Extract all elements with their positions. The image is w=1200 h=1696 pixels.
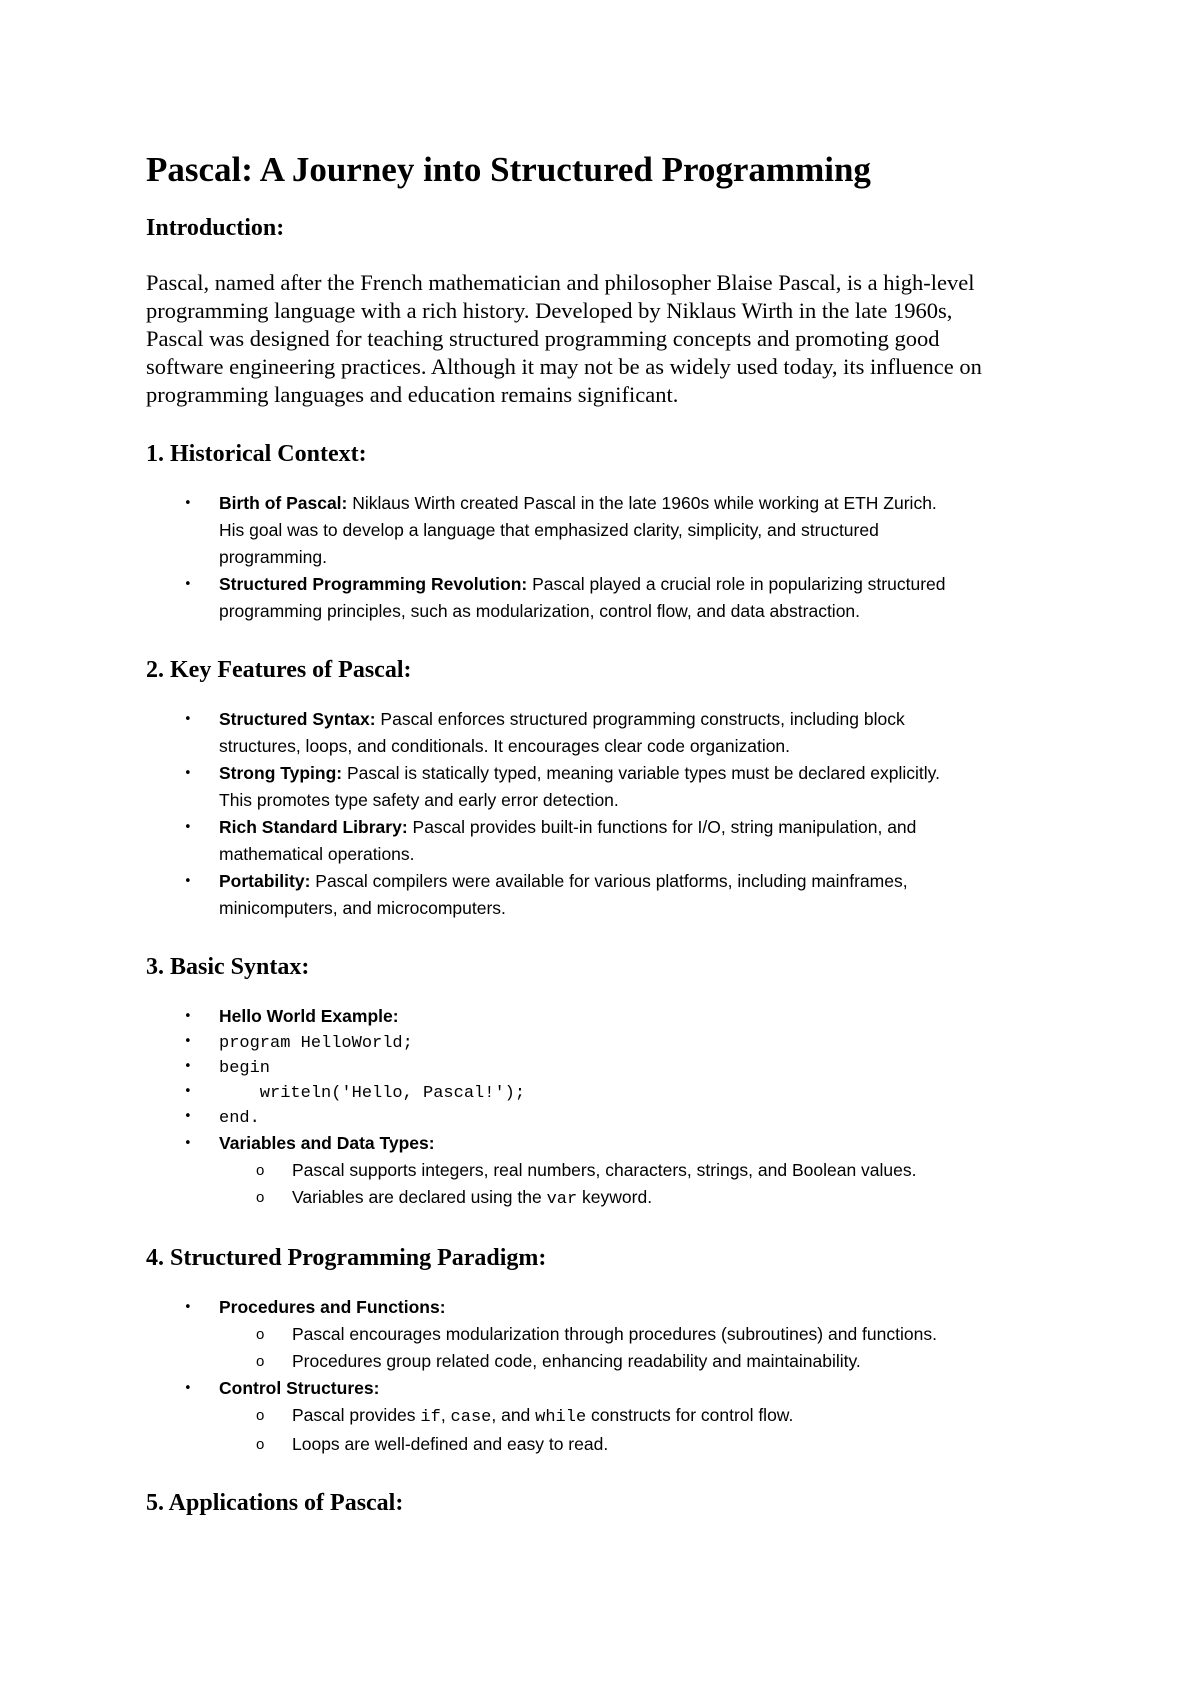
sub-list-item bbox=[219, 1157, 1066, 1184]
list-item bbox=[146, 1003, 1066, 1030]
bullet-icon: • bbox=[184, 1381, 192, 1396]
item-text: mathematical operations. bbox=[219, 844, 415, 864]
list-item bbox=[146, 571, 1066, 625]
code-text: begin bbox=[219, 1059, 271, 1078]
item-text: This promotes type safety and early error detection. bbox=[219, 790, 619, 810]
item-label: Strong Typing: bbox=[219, 763, 343, 783]
section-4-heading: 4. Structured Programming Paradigm: bbox=[146, 1245, 547, 1271]
item-label: Structured Syntax: bbox=[219, 709, 376, 729]
item-label: Rich Standard Library: bbox=[219, 817, 408, 837]
section-1-heading: 1. Historical Context: bbox=[146, 441, 367, 467]
sub-list bbox=[219, 1157, 1066, 1213]
item-text: programming principles, such as modularization, control flow, and data abstraction. bbox=[219, 601, 861, 621]
item-text: Pascal provides built-in functions for I/O, string manipulation, and bbox=[407, 817, 917, 837]
item-text: keyword. bbox=[577, 1187, 653, 1207]
item-text: Pascal is statically typed, meaning variable types must be declared explicitly. bbox=[342, 763, 940, 783]
inline-code: case bbox=[450, 1408, 492, 1427]
bullet-icon: • bbox=[184, 1009, 192, 1024]
sub-list-item bbox=[219, 1402, 1066, 1431]
sub-bullet-icon: o bbox=[256, 1326, 265, 1343]
list-item bbox=[146, 1294, 1066, 1375]
inline-code: while bbox=[535, 1408, 587, 1427]
bullet-icon: • bbox=[184, 820, 192, 835]
list-item bbox=[146, 1130, 1066, 1213]
bullet-icon: • bbox=[184, 766, 192, 781]
intro-line: Pascal, named after the French mathematician and philosopher Blaise Pascal, is a high-level bbox=[146, 270, 975, 295]
item-text: Niklaus Wirth created Pascal in the late 1960s while working at ETH Zurich. bbox=[347, 493, 937, 513]
list-item bbox=[146, 490, 1066, 571]
section-3-heading: 3. Basic Syntax: bbox=[146, 954, 310, 980]
code-line bbox=[146, 1080, 1066, 1105]
item-label: Control Structures: bbox=[219, 1378, 380, 1398]
list-item bbox=[146, 706, 1066, 760]
document-page bbox=[146, 150, 1066, 1518]
bullet-icon: • bbox=[184, 577, 192, 592]
intro-paragraph bbox=[146, 269, 1066, 409]
sub-bullet-icon: o bbox=[256, 1407, 265, 1424]
list-item bbox=[146, 814, 1066, 868]
code-line bbox=[146, 1055, 1066, 1080]
list-item bbox=[146, 760, 1066, 814]
intro-line: programming languages and education remains significant. bbox=[146, 382, 679, 407]
code-text: writeln('Hello, Pascal!'); bbox=[219, 1084, 526, 1103]
section-2-heading: 2. Key Features of Pascal: bbox=[146, 657, 412, 683]
item-text: structures, loops, and conditionals. It encourages clear code organization. bbox=[219, 736, 791, 756]
item-label: Procedures and Functions: bbox=[219, 1297, 446, 1317]
sub-list bbox=[219, 1321, 1066, 1375]
code-line bbox=[146, 1030, 1066, 1055]
item-text: Pascal enforces structured programming constructs, including block bbox=[375, 709, 905, 729]
bullet-icon: • bbox=[184, 1136, 192, 1151]
sub-bullet-icon: o bbox=[256, 1189, 265, 1206]
list-item bbox=[146, 1375, 1066, 1458]
sub-list-item bbox=[219, 1348, 1066, 1375]
inline-code: if bbox=[420, 1408, 441, 1427]
bullet-icon: • bbox=[184, 496, 192, 511]
bullet-icon: • bbox=[184, 1084, 192, 1099]
item-text: constructs for control flow. bbox=[586, 1405, 794, 1425]
item-text: Pascal provides bbox=[292, 1405, 421, 1425]
sub-list-item bbox=[219, 1321, 1066, 1348]
bullet-icon: • bbox=[184, 874, 192, 889]
document-title: Pascal: A Journey into Structured Programming bbox=[146, 150, 871, 189]
intro-heading: Introduction: bbox=[146, 215, 285, 241]
item-label: Structured Programming Revolution: bbox=[219, 574, 528, 594]
list-item bbox=[146, 868, 1066, 922]
intro-line: software engineering practices. Although it may not be as widely used today, its influence on bbox=[146, 354, 982, 379]
bullet-icon: • bbox=[184, 1109, 192, 1124]
code-text: program HelloWorld; bbox=[219, 1034, 413, 1053]
item-text: Procedures group related code, enhancing readability and maintainability. bbox=[292, 1351, 861, 1371]
item-text: Pascal compilers were available for various platforms, including mainframes, bbox=[310, 871, 908, 891]
sub-list-item bbox=[219, 1184, 1066, 1213]
item-text: Pascal played a crucial role in popularizing structured bbox=[527, 574, 946, 594]
bullet-icon: • bbox=[184, 1034, 192, 1049]
code-text: end. bbox=[219, 1109, 260, 1128]
sub-bullet-icon: o bbox=[256, 1436, 265, 1453]
sub-list bbox=[219, 1402, 1066, 1458]
intro-line: Pascal was designed for teaching structured programming concepts and promoting good bbox=[146, 326, 940, 351]
section-5-heading: 5. Applications of Pascal: bbox=[146, 1490, 404, 1516]
section-1-list bbox=[146, 490, 1066, 625]
item-text: programming. bbox=[219, 547, 327, 567]
bullet-icon: • bbox=[184, 712, 192, 727]
bullet-icon: • bbox=[184, 1300, 192, 1315]
sub-list-item bbox=[219, 1431, 1066, 1458]
section-2-list bbox=[146, 706, 1066, 922]
item-text: Pascal supports integers, real numbers, characters, strings, and Boolean values. bbox=[292, 1160, 917, 1180]
item-label: Portability: bbox=[219, 871, 311, 891]
section-3-list bbox=[146, 1003, 1066, 1213]
item-label: Birth of Pascal: bbox=[219, 493, 348, 513]
sub-bullet-icon: o bbox=[256, 1162, 265, 1179]
item-text: , and bbox=[491, 1405, 536, 1425]
item-label: Hello World Example: bbox=[219, 1006, 399, 1026]
intro-line: programming language with a rich history. Developed by Niklaus Wirth in the late 1960s, bbox=[146, 298, 953, 323]
code-line bbox=[146, 1105, 1066, 1130]
item-text: minicomputers, and microcomputers. bbox=[219, 898, 506, 918]
item-text: , bbox=[440, 1405, 451, 1425]
item-label: Variables and Data Types: bbox=[219, 1133, 435, 1153]
section-4-list bbox=[146, 1294, 1066, 1458]
item-text: Pascal encourages modularization through procedures (subroutines) and functions. bbox=[292, 1324, 937, 1344]
bullet-icon: • bbox=[184, 1059, 192, 1074]
item-text: Variables are declared using the bbox=[292, 1187, 547, 1207]
item-text: Loops are well-defined and easy to read. bbox=[292, 1434, 609, 1454]
item-text: His goal was to develop a language that emphasized clarity, simplicity, and structured bbox=[219, 520, 879, 540]
inline-code: var bbox=[546, 1190, 578, 1209]
sub-bullet-icon: o bbox=[256, 1353, 265, 1370]
